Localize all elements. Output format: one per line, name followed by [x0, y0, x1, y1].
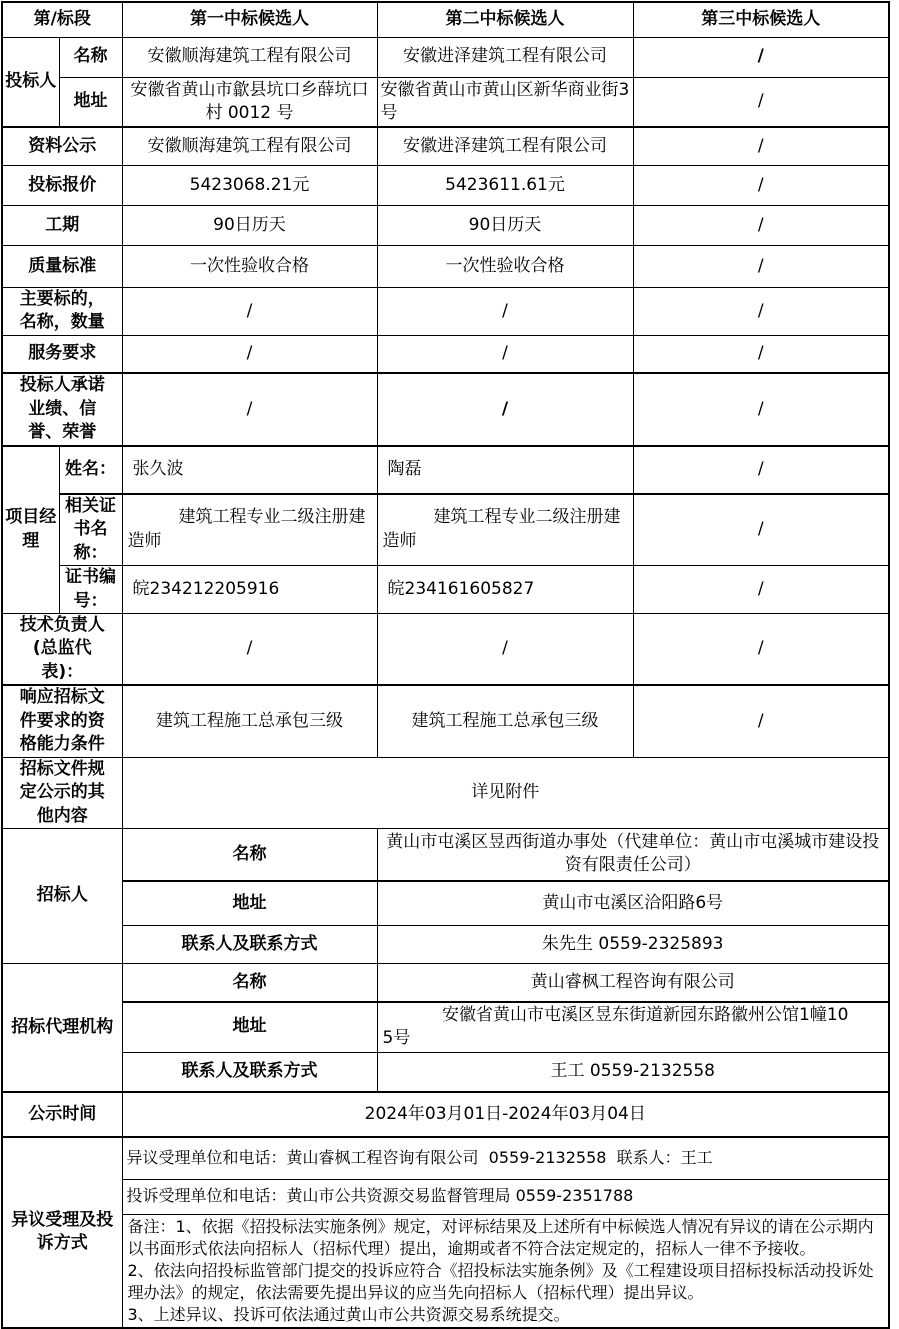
agency-contact-label: 联系人及联系方式 — [122, 1052, 377, 1092]
agency-name-value: 黄山睿枫工程咨询有限公司 — [377, 964, 889, 1002]
bidder2-address: 安徽省黄山市黄山区新华商业街3号 — [377, 77, 633, 127]
notes-row — [2, 1214, 889, 1328]
duration-value-2: 90日历天 — [377, 205, 633, 245]
objection-line-row — [2, 1137, 889, 1179]
objection-group-label: 异议受理及投诉方式 — [2, 1137, 122, 1328]
service-value-3: / — [633, 335, 889, 373]
complaint-line: 投诉受理单位和电话：黄山市公共资源交易监督管理局 0559-2351788 — [122, 1179, 889, 1214]
bidder-name-label: 名称 — [59, 37, 122, 77]
pm-cert-label: 相关证书名称： — [59, 494, 122, 566]
bidder1-name: 安徽顺海建筑工程有限公司 — [122, 37, 377, 77]
bid-price-value-3: / — [633, 165, 889, 205]
promise-row — [2, 373, 889, 445]
tech-lead-row — [2, 614, 889, 686]
quality-label: 质量标准 — [2, 245, 122, 287]
tech-lead-value-2: / — [377, 614, 633, 686]
agency-address-label: 地址 — [122, 1002, 377, 1052]
promise-value-3: / — [633, 373, 889, 445]
table-header-row — [2, 2, 889, 37]
disclosure-value-1: 安徽顺海建筑工程有限公司 — [122, 127, 377, 165]
quality-value-2: 一次性验收合格 — [377, 245, 633, 287]
header-candidate3: 第三中标候选人 — [633, 2, 889, 37]
disclosure-label: 资料公示 — [2, 127, 122, 165]
pm-certno-row — [2, 566, 889, 614]
bidder2-name: 安徽进泽建筑工程有限公司 — [377, 37, 633, 77]
subject-label: 主要标的，名称，数量 — [2, 287, 122, 335]
service-value-2: / — [377, 335, 633, 373]
pm-cert-value-3: / — [633, 494, 889, 566]
duration-label: 工期 — [2, 205, 122, 245]
qualification-value-2: 建筑工程施工总承包三级 — [377, 685, 633, 757]
publicity-period-value: 2024年03月01日-2024年03月04日 — [122, 1092, 889, 1137]
bidder-group-label: 投标人 — [2, 37, 59, 127]
tenderer-group-label: 招标人 — [2, 829, 122, 964]
promise-label: 投标人承诺业绩、信誉、荣誉 — [2, 373, 122, 445]
tech-lead-label: 技术负责人(总监代表)： — [2, 614, 122, 686]
pm-group-label: 项目经理 — [2, 446, 59, 614]
tenderer-name-row — [2, 829, 889, 881]
quality-value-1: 一次性验收合格 — [122, 245, 377, 287]
tenderer-contact-row — [2, 926, 889, 964]
qualification-label: 响应招标文件要求的资格能力条件 — [2, 685, 122, 757]
agency-contact-value: 王工 0559-2132558 — [377, 1052, 889, 1092]
pm-name-row — [2, 446, 889, 494]
header-candidate1: 第一中标候选人 — [122, 2, 377, 37]
agency-address-row — [2, 1002, 889, 1052]
disclosure-value-3: / — [633, 127, 889, 165]
service-row — [2, 335, 889, 373]
subject-row — [2, 287, 889, 335]
qualification-row — [2, 685, 889, 757]
bidder-address-row — [2, 77, 889, 127]
service-label: 服务要求 — [2, 335, 122, 373]
tech-lead-value-1: / — [122, 614, 377, 686]
pm-cert-value-1: 建筑工程专业二级注册建造师 — [122, 494, 377, 566]
note-line-3: 3、上述异议、投诉可依法通过黄山市公共资源交易系统提交。 — [127, 1304, 570, 1324]
pm-certno-value-1: 皖234212205916 — [122, 566, 377, 614]
agency-name-label: 名称 — [122, 964, 377, 1002]
subject-value-1: / — [122, 287, 377, 335]
disclosure-value-2: 安徽进泽建筑工程有限公司 — [377, 127, 633, 165]
duration-row — [2, 205, 889, 245]
bidder-name-row — [2, 37, 889, 77]
tenderer-name-value: 黄山市屯溪区昱西街道办事处（代建单位：黄山市屯溪城市建设投资有限责任公司） — [377, 829, 889, 881]
agency-group-label: 招标代理机构 — [2, 964, 122, 1092]
header-section-label: 第/标段 — [2, 2, 122, 37]
qualification-value-1: 建筑工程施工总承包三级 — [122, 685, 377, 757]
header-candidate2: 第二中标候选人 — [377, 2, 633, 37]
subject-value-3: / — [633, 287, 889, 335]
pm-name-value-3: / — [633, 446, 889, 494]
promise-value-1: / — [122, 373, 377, 445]
tech-lead-value-3: / — [633, 614, 889, 686]
tenderer-address-row — [2, 881, 889, 926]
other-content-row — [2, 757, 889, 828]
note-line-2: 2、依法向招投标监管部门提交的投诉应符合《招投标法实施条例》及《工程建设项目招标投标活动投诉处理办法》的规定，依法需要先提出异议的应当先向招标人（招标代理）提出异议。 — [127, 1260, 874, 1302]
agency-address-value: 安徽省黄山市屯溪区昱东街道新园东路徽州公馆1幢105号 — [377, 1002, 889, 1052]
tenderer-contact-label: 联系人及联系方式 — [122, 926, 377, 964]
pm-name-value-2: 陶磊 — [377, 446, 633, 494]
bid-price-row — [2, 165, 889, 205]
quality-value-3: / — [633, 245, 889, 287]
pm-certno-value-2: 皖234161605827 — [377, 566, 633, 614]
notes-cell — [122, 1214, 889, 1328]
pm-name-value-1: 张久波 — [122, 446, 377, 494]
quality-row — [2, 245, 889, 287]
bid-candidates-table — [1, 1, 890, 1329]
bidder1-address: 安徽省黄山市歙县坑口乡薛坑口村 0012 号 — [122, 77, 377, 127]
other-content-label: 招标文件规定公示的其他内容 — [2, 757, 122, 828]
agency-contact-row — [2, 1052, 889, 1092]
objection-line: 异议受理单位和电话：黄山睿枫工程咨询有限公司 0559-2132558 联系人：王工 — [122, 1137, 889, 1179]
bidder-address-label: 地址 — [59, 77, 122, 127]
promise-value-2: / — [377, 373, 633, 445]
pm-certno-value-3: / — [633, 566, 889, 614]
duration-value-3: / — [633, 205, 889, 245]
other-content-value: 详见附件 — [122, 757, 889, 828]
pm-cert-value-2: 建筑工程专业二级注册建造师 — [377, 494, 633, 566]
bid-price-value-2: 5423611.61元 — [377, 165, 633, 205]
pm-cert-row — [2, 494, 889, 566]
duration-value-1: 90日历天 — [122, 205, 377, 245]
pm-certno-label: 证书编号： — [59, 566, 122, 614]
publicity-period-label: 公示时间 — [2, 1092, 122, 1137]
tenderer-name-label: 名称 — [122, 829, 377, 881]
note-line-1: 备注：1、依据《招投标法实施条例》规定，对评标结果及上述所有中标候选人情况有异议的请在公示期内以书面形式依法向招标人（招标代理）提出，逾期或者不符合法定规定的，招标人一律不予接收。 — [127, 1216, 874, 1258]
tenderer-address-label: 地址 — [122, 881, 377, 926]
qualification-value-3: / — [633, 685, 889, 757]
publicity-period-row — [2, 1092, 889, 1137]
disclosure-row — [2, 127, 889, 165]
bid-price-label: 投标报价 — [2, 165, 122, 205]
complaint-line-row — [2, 1179, 889, 1214]
tenderer-contact-value: 朱先生 0559-2325893 — [377, 926, 889, 964]
subject-value-2: / — [377, 287, 633, 335]
tenderer-address-value: 黄山市屯溪区洽阳路6号 — [377, 881, 889, 926]
service-value-1: / — [122, 335, 377, 373]
bidder3-address: / — [633, 77, 889, 127]
agency-name-row — [2, 964, 889, 1002]
bidder3-name: / — [633, 37, 889, 77]
bid-price-value-1: 5423068.21元 — [122, 165, 377, 205]
pm-name-label: 姓名： — [59, 446, 122, 494]
